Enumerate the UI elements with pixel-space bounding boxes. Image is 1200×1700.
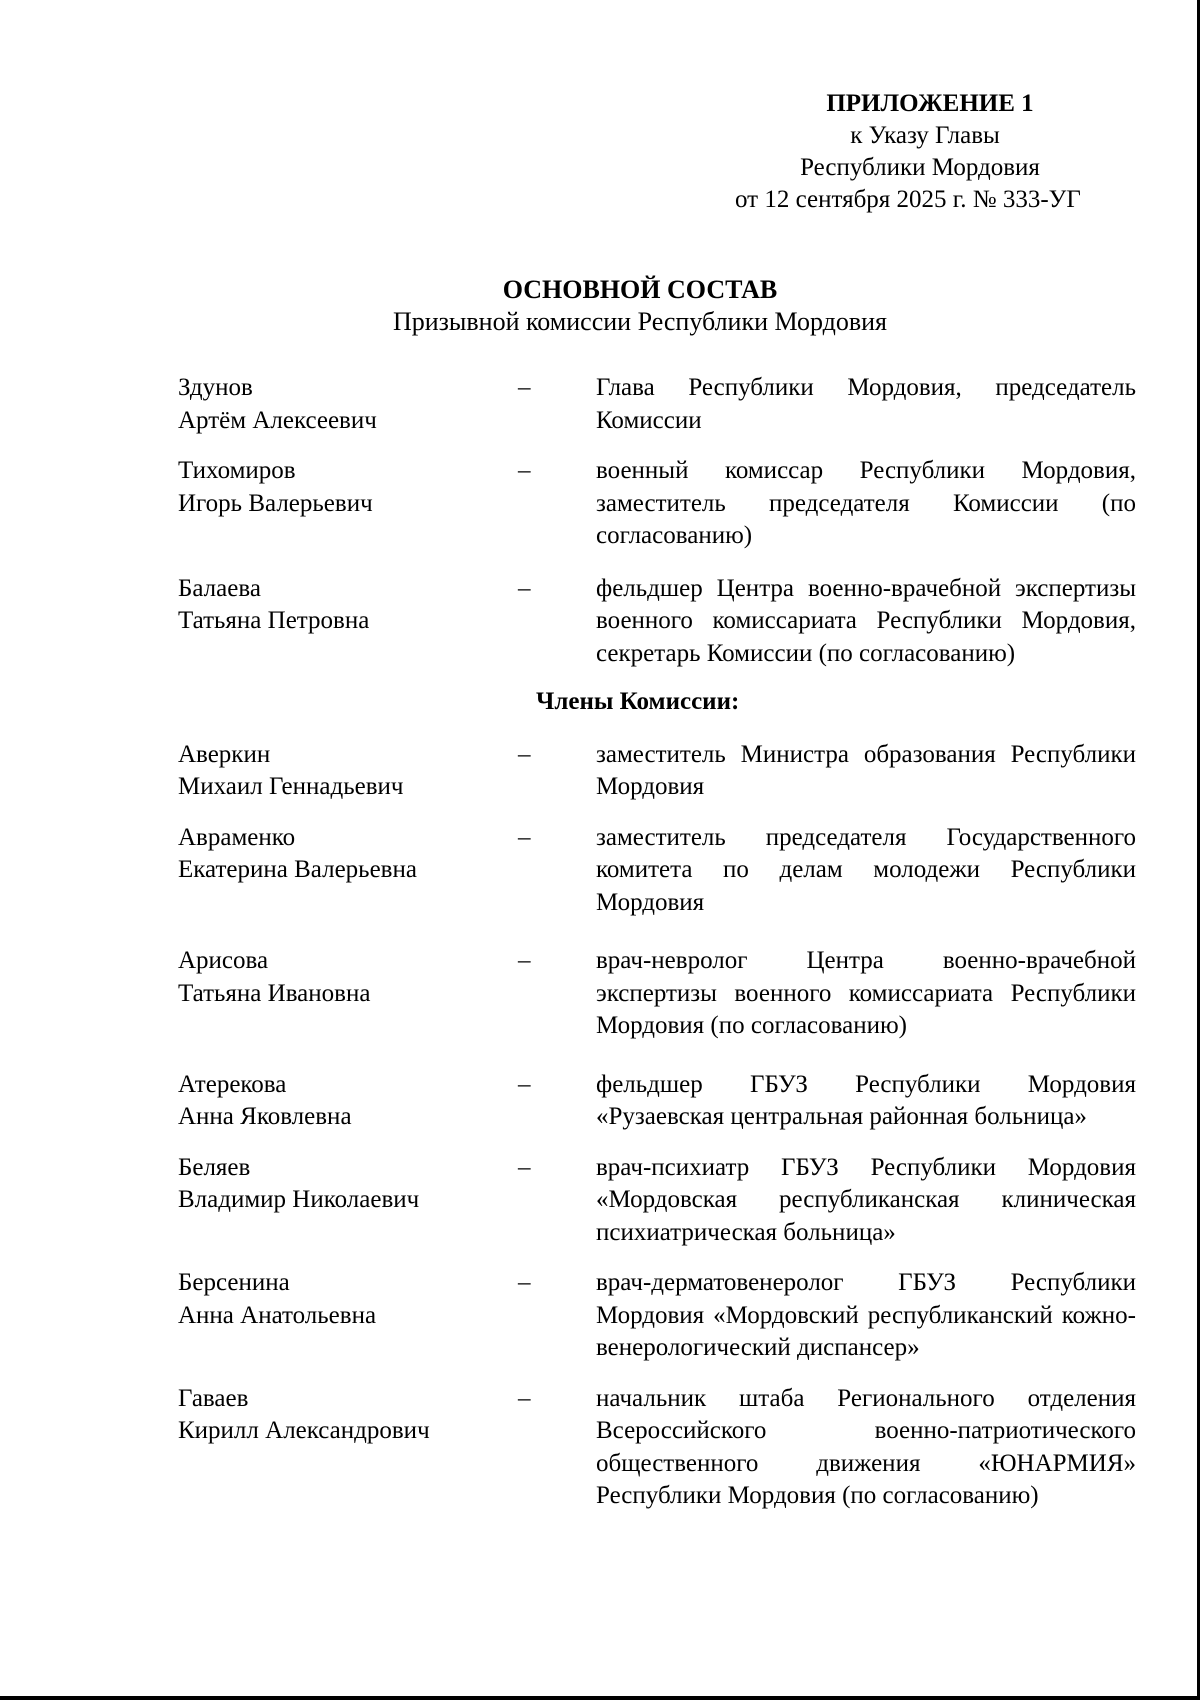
person-name [178, 739, 518, 804]
person-given-names: Анна Анатольевна [178, 1301, 377, 1329]
person-name [178, 372, 518, 437]
roster-entry-member [178, 1152, 1136, 1250]
dash-separator: – [518, 740, 531, 768]
dash-separator: – [518, 1269, 531, 1296]
dash-separator: – [518, 823, 531, 851]
person-role: фельдшер ГБУЗ Республики Мордовия «Рузаевская центральная районная больница» [596, 1070, 1136, 1130]
person-role: Глава Республики Мордовия, председатель Комиссии [596, 374, 1136, 434]
roster-entry-member [178, 739, 1136, 804]
appendix-date-line: от 12 сентября 2025 г. № 333-УГ [735, 186, 1081, 213]
person-surname: Здунов [178, 374, 253, 401]
person-surname: Авраменко [178, 823, 296, 851]
commission-roster [178, 372, 1136, 1513]
person-surname: Беляев [178, 1153, 251, 1181]
person-name [178, 945, 518, 1010]
roster-entry-member [178, 822, 1136, 920]
roster-entry-deputy-chairman [178, 455, 1136, 553]
document-title: ОСНОВНОЙ СОСТАВ [502, 275, 778, 304]
person-given-names: Екатерина Валерьевна [178, 856, 417, 883]
roster-entry-chairman [178, 372, 1136, 437]
person-name [178, 455, 518, 520]
dash-separator: – [518, 1070, 531, 1098]
person-name [178, 1152, 518, 1217]
roster-entry-member [178, 945, 1136, 1043]
document-heading [240, 274, 1040, 338]
roster-entry-member [178, 1383, 1136, 1513]
person-name [178, 1069, 518, 1134]
roster-entry-member [178, 1069, 1136, 1134]
person-role: фельдшер Центра военно-врачебной экспертизы военного комиссариата Республики Мордовия, секретарь Комиссии (по согласованию) [596, 574, 1136, 667]
person-given-names: Анна Яковлевна [178, 1103, 352, 1130]
person-name [178, 1383, 518, 1448]
person-surname: Арисова [178, 947, 269, 974]
person-surname: Балаева [178, 574, 261, 602]
person-given-names: Татьяна Петровна [178, 607, 370, 634]
appendix-decree-line: к Указу Главы [850, 122, 1000, 149]
person-given-names: Кирилл Александрович [178, 1417, 430, 1444]
roster-entry-member [178, 1267, 1136, 1365]
person-role: врач-психиатр ГБУЗ Республики Мордовия «Мордовская республиканская клиническая психиатрическая больница» [596, 1153, 1136, 1246]
person-given-names: Игорь Валерьевич [178, 489, 373, 517]
person-given-names: Татьяна Ивановна [178, 979, 371, 1007]
document-subtitle: Призывной комиссии Республики Мордовия [392, 307, 888, 336]
person-name [178, 1267, 518, 1332]
dash-separator: – [518, 947, 531, 974]
person-role: военный комиссар Республики Мордовия, заместитель председателя Комиссии (по согласованию) [596, 457, 1136, 549]
person-surname: Гаваев [178, 1384, 249, 1412]
person-role: врач-дерматовенеролог ГБУЗ Республики Мордовия «Мордовский республиканский кожно-венерологический диспансер» [596, 1269, 1136, 1361]
roster-entry-secretary [178, 573, 1136, 671]
scan-edge-bottom [0, 1696, 1200, 1700]
person-role: врач-невролог Центра военно-врачебной экспертизы военного комиссариата Республики Мордовия (по согласованию) [596, 947, 1136, 1039]
person-given-names: Владимир Николаевич [178, 1186, 420, 1213]
person-surname: Атерекова [178, 1070, 287, 1098]
person-given-names: Артём Алексеевич [178, 406, 377, 434]
person-role: начальник штаба Регионального отделения Всероссийского военно-патриотического общественного движения «ЮНАРМИЯ» Республики Мордовия (по согласованию) [596, 1384, 1136, 1509]
dash-separator: – [518, 574, 531, 602]
person-name [178, 573, 518, 638]
person-surname: Тихомиров [178, 457, 296, 484]
person-given-names: Михаил Геннадьевич [178, 773, 404, 800]
dash-separator: – [518, 1153, 531, 1181]
members-heading: Члены Комиссии: [536, 688, 740, 715]
person-role: заместитель председателя Государственного комитета по делам молодежи Республики Мордовия [596, 823, 1136, 916]
person-name [178, 822, 518, 887]
appendix-block [700, 88, 1140, 216]
appendix-republic-line: Республики Мордовия [800, 154, 1040, 181]
dash-separator: – [518, 457, 531, 484]
dash-separator: – [518, 374, 531, 401]
appendix-title: ПРИЛОЖЕНИЕ 1 [826, 90, 1034, 117]
person-surname: Аверкин [178, 740, 271, 768]
person-surname: Берсенина [178, 1269, 290, 1296]
person-role: заместитель Министра образования Республики Мордовия [596, 740, 1136, 800]
dash-separator: – [518, 1384, 531, 1412]
